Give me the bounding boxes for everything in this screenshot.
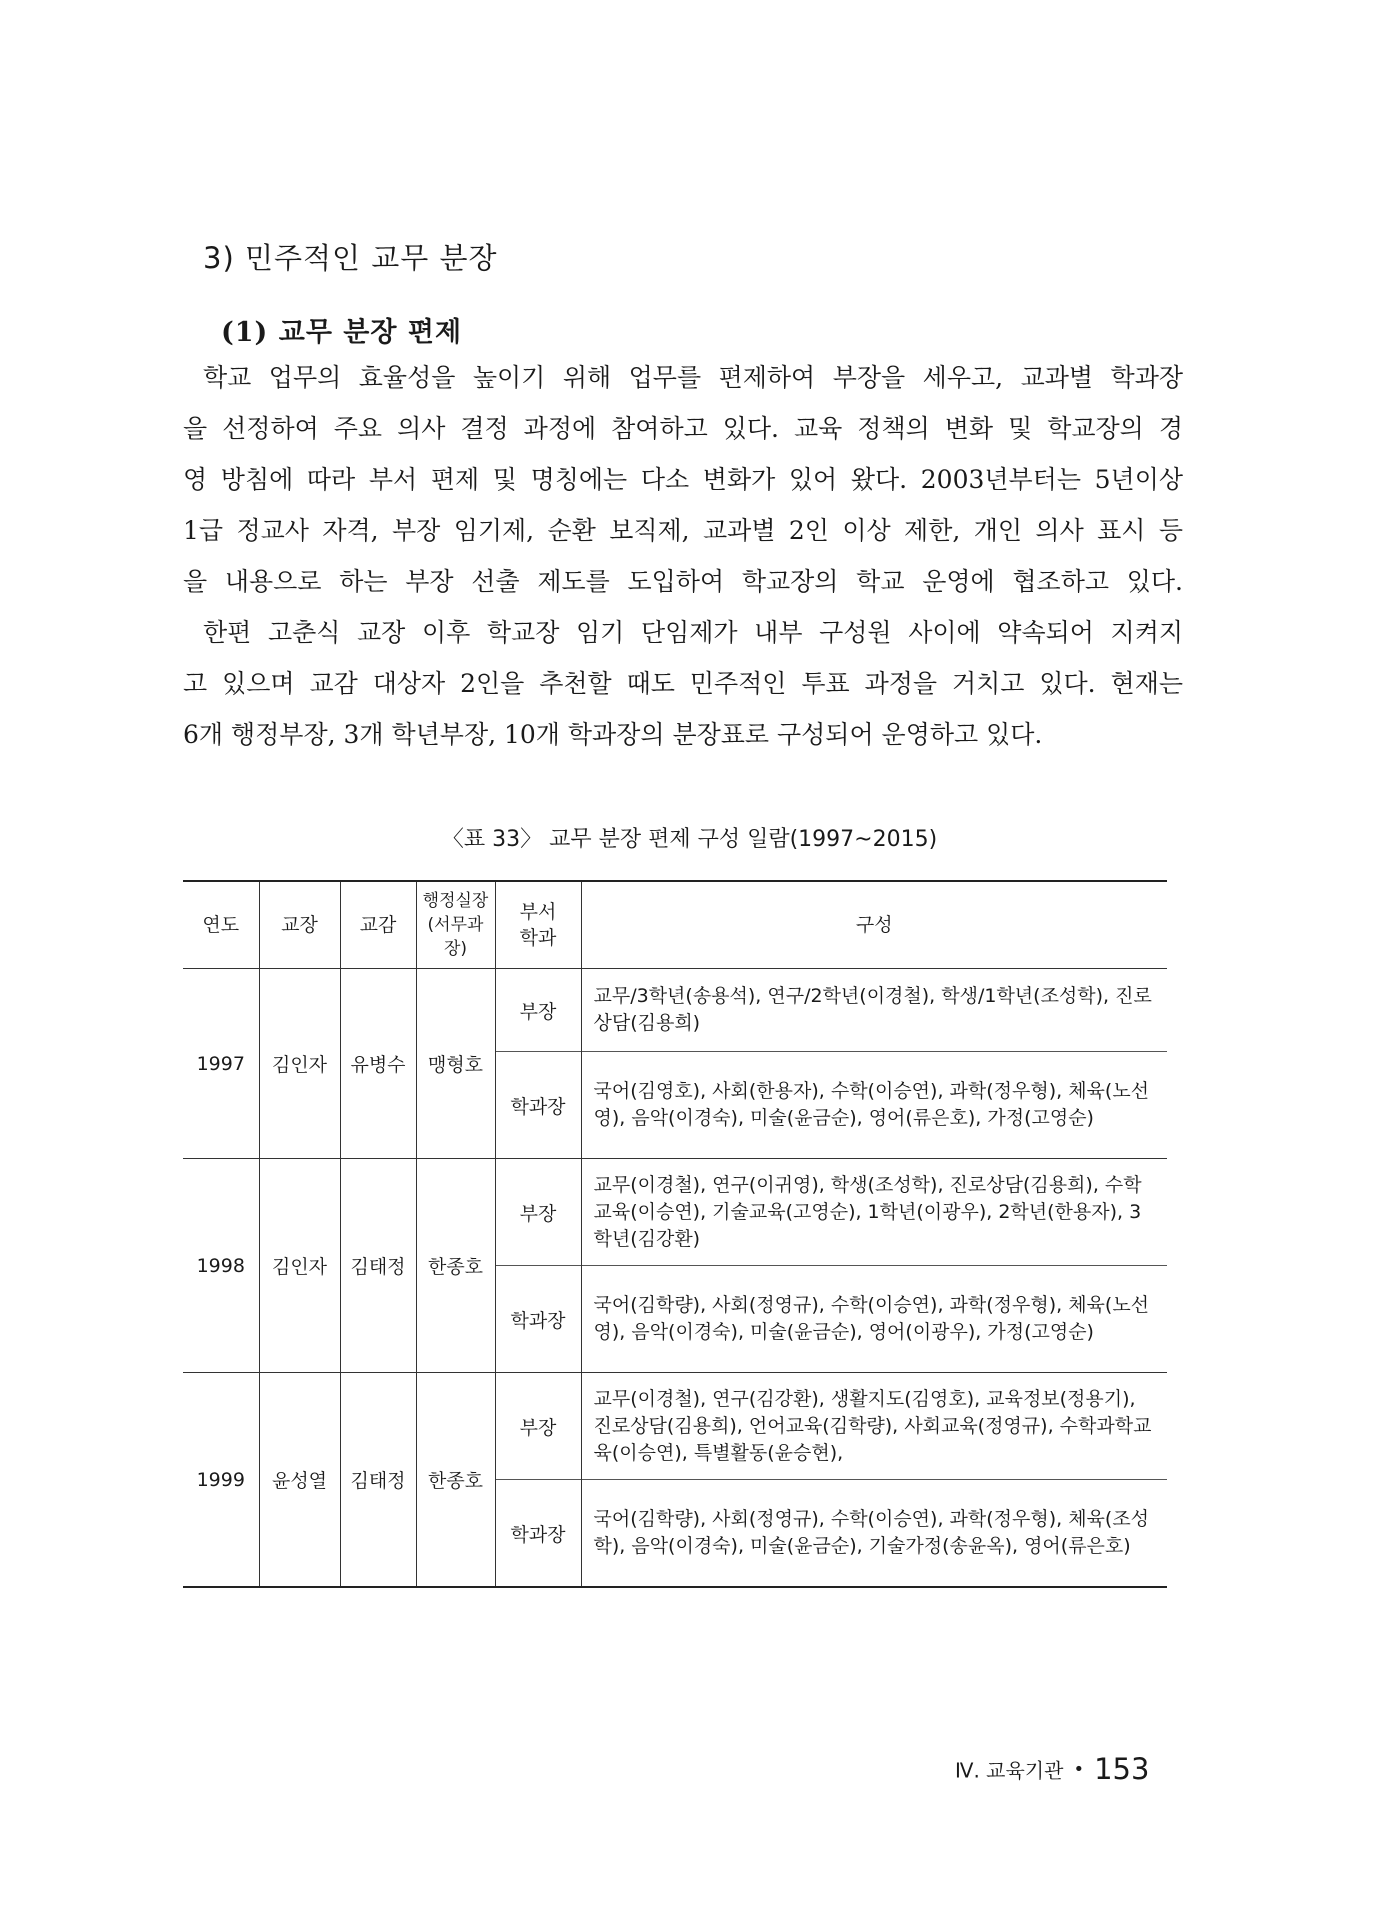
header-dept [495, 881, 581, 969]
paragraph-line: 고 있으며 교감 대상자 2인을 추천할 때도 민주적인 투표 과정을 거치고 있다. 현재는 [183, 669, 1183, 698]
paragraph-line: 영 방침에 따라 부서 편제 및 명칭에는 다소 변화가 있어 왔다. 2003년부터는 5년이상 [183, 465, 1183, 494]
paragraph-line: 학교 업무의 효율성을 높이기 위해 업무를 편제하여 부장을 세우고, 교과별 학과장 [203, 363, 1183, 392]
cell-composition: 교무/3학년(송용석), 연구/2학년(이경철), 학생/1학년(조성학), 진로상담(김용희) [581, 969, 1167, 1052]
cell-composition: 교무(이경철), 연구(이귀영), 학생(조성학), 진로상담(김용희), 수학교육(이승연), 기술교육(고영순), 1학년(이광우), 2학년(한용자), 3학년(김강환) [581, 1159, 1167, 1266]
table-row [183, 969, 1167, 1052]
cell-dept: 학과장 [495, 1052, 581, 1159]
page-footer [955, 1752, 1149, 1786]
header-vice-principal: 교감 [340, 881, 416, 969]
cell-dept: 학과장 [495, 1266, 581, 1373]
paragraph-line: 1급 정교사 자격, 부장 임기제, 순환 보직제, 교과별 2인 이상 제한, 개인 의사 표시 등 [183, 516, 1183, 545]
header-principal: 교장 [259, 881, 340, 969]
cell-composition: 교무(이경철), 연구(김강환), 생활지도(김영호), 교육정보(정용기), 진로상담(김용희), 언어교육(김학량), 사회교육(정영규), 수학과학교육(이승연), 특별활동(윤승현), [581, 1373, 1167, 1480]
paragraph-line: 6개 행정부장, 3개 학년부장, 10개 학과장의 분장표로 구성되어 운영하고 있다. [183, 720, 1043, 749]
header-admin-line2: (서무과장) [427, 915, 484, 959]
page-number: 153 [1094, 1752, 1150, 1786]
header-admin [416, 881, 495, 969]
cell-vice-principal: 김태정 [340, 1159, 416, 1373]
header-composition: 구성 [581, 881, 1167, 969]
cell-year: 1997 [183, 969, 259, 1159]
cell-dept: 부장 [495, 969, 581, 1052]
cell-composition: 국어(김영호), 사회(한용자), 수학(이승연), 과학(정우형), 체육(노선영), 음악(이경숙), 미술(윤금순), 영어(류은호), 가정(고영순) [581, 1052, 1167, 1159]
cell-composition: 국어(김학량), 사회(정영규), 수학(이승연), 과학(정우형), 체육(조성학), 음악(이경숙), 미술(윤금순), 기술가정(송윤옥), 영어(류은호) [581, 1480, 1167, 1588]
cell-year: 1998 [183, 1159, 259, 1373]
cell-admin: 맹형호 [416, 969, 495, 1159]
table-row [183, 1373, 1167, 1480]
paragraph-line: 한편 고춘식 교장 이후 학교장 임기 단임제가 내부 구성원 사이에 약속되어 지켜지 [203, 618, 1183, 647]
cell-principal: 윤성열 [259, 1373, 340, 1588]
cell-vice-principal: 김태정 [340, 1373, 416, 1588]
cell-principal: 김인자 [259, 969, 340, 1159]
cell-principal: 김인자 [259, 1159, 340, 1373]
table-caption: 〈표 33〉 교무 분장 편제 구성 일람(1997~2015) [441, 827, 938, 852]
paragraph-line: 을 내용으로 하는 부장 선출 제도를 도입하여 학교장의 학교 운영에 협조하고 있다. [183, 567, 1183, 596]
header-dept-line2: 학과 [519, 927, 557, 949]
cell-vice-principal: 유병수 [340, 969, 416, 1159]
body-paragraph [183, 352, 1183, 607]
paragraph-line: 을 선정하여 주요 의사 결정 과정에 참여하고 있다. 교육 정책의 변화 및 학교장의 경 [183, 414, 1183, 443]
section-title: 3) 민주적인 교무 분장 [203, 241, 498, 275]
staff-assignment-table [183, 880, 1167, 1588]
bullet-separator: • [1073, 1758, 1085, 1780]
cell-year: 1999 [183, 1373, 259, 1588]
table-row [183, 1159, 1167, 1266]
table-header-row [183, 881, 1167, 969]
header-year: 연도 [183, 881, 259, 969]
body-paragraph [183, 607, 1183, 760]
cell-dept: 부장 [495, 1373, 581, 1480]
header-admin-line1: 행정실장 [422, 891, 489, 911]
cell-composition: 국어(김학량), 사회(정영규), 수학(이승연), 과학(정우형), 체육(노선영), 음악(이경숙), 미술(윤금순), 영어(이광우), 가정(고영순) [581, 1266, 1167, 1373]
cell-admin: 한종호 [416, 1373, 495, 1588]
cell-admin: 한종호 [416, 1159, 495, 1373]
subsection-title: (1) 교무 분장 편제 [221, 317, 463, 348]
cell-dept: 부장 [495, 1159, 581, 1266]
header-dept-line1: 부서 [519, 901, 557, 923]
chapter-label: Ⅳ. 교육기관 [955, 1758, 1064, 1783]
cell-dept: 학과장 [495, 1480, 581, 1588]
